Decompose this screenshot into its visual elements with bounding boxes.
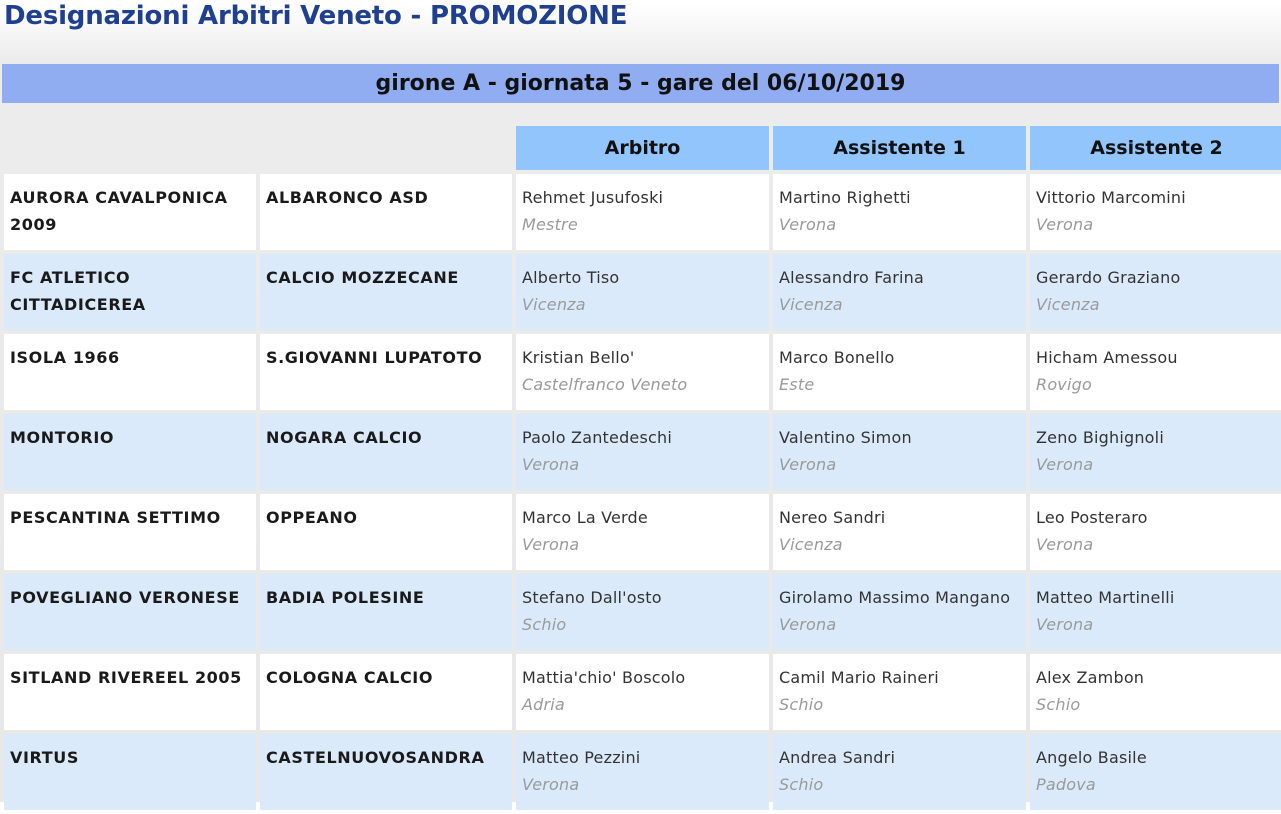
assistant-2-name: Alex Zambon	[1036, 668, 1145, 687]
referee-cell	[516, 654, 769, 730]
referee-cell	[516, 734, 769, 810]
assistant-2-cell	[1030, 494, 1281, 570]
header-assistente-1: Assistente 1	[773, 126, 1026, 170]
home-team: ISOLA 1966	[4, 334, 256, 410]
table-row	[4, 174, 1281, 250]
assistant-2-name: Zeno Bighignoli	[1036, 428, 1164, 447]
assistant-2-city: Padova	[1036, 775, 1096, 794]
assistant-2-cell	[1030, 574, 1281, 650]
assistant-1-cell	[773, 414, 1026, 490]
table-row	[4, 494, 1281, 570]
assistant-1-city: Verona	[779, 615, 837, 634]
assistant-1-name: Alessandro Farina	[779, 268, 925, 287]
referee-city: Verona	[522, 535, 580, 554]
referee-city: Castelfranco Veneto	[522, 375, 688, 394]
assistant-1-cell	[773, 174, 1026, 250]
assistant-2-name: Matteo Martinelli	[1036, 588, 1175, 607]
assistant-1-name: Andrea Sandri	[779, 748, 896, 767]
header-blank-home	[4, 126, 256, 170]
assistant-2-cell	[1030, 654, 1281, 730]
away-team: ALBARONCO ASD	[260, 174, 512, 250]
assistant-2-city: Schio	[1036, 695, 1081, 714]
table-row	[4, 574, 1281, 650]
assistant-1-name: Marco Bonello	[779, 348, 895, 367]
referee-name: Rehmet Jusufoski	[522, 188, 664, 207]
table-row	[4, 734, 1281, 810]
away-team: S.GIOVANNI LUPATOTO	[260, 334, 512, 410]
home-team: POVEGLIANO VERONESE	[4, 574, 256, 650]
assistant-2-name: Hicham Amessou	[1036, 348, 1178, 367]
away-team: BADIA POLESINE	[260, 574, 512, 650]
assistant-2-name: Vittorio Marcomini	[1036, 188, 1186, 207]
referee-name: Stefano Dall'osto	[522, 588, 662, 607]
away-team: CALCIO MOZZECANE	[260, 254, 512, 330]
home-team: VIRTUS	[4, 734, 256, 810]
referee-city: Verona	[522, 775, 580, 794]
girone-banner: girone A - giornata 5 - gare del 06/10/2019	[2, 64, 1279, 103]
away-team: OPPEANO	[260, 494, 512, 570]
header-arbitro: Arbitro	[516, 126, 769, 170]
assistant-1-name: Martino Righetti	[779, 188, 911, 207]
referee-name: Kristian Bello'	[522, 348, 635, 367]
assistant-2-cell	[1030, 174, 1281, 250]
referee-cell	[516, 414, 769, 490]
assistant-1-city: Schio	[779, 775, 824, 794]
referee-city: Schio	[522, 615, 567, 634]
assistant-2-name: Angelo Basile	[1036, 748, 1147, 767]
page-title: Designazioni Arbitri Veneto - PROMOZIONE	[4, 1, 628, 31]
table-row	[4, 414, 1281, 490]
assistant-2-city: Verona	[1036, 215, 1094, 234]
table-row	[4, 254, 1281, 330]
referee-cell	[516, 174, 769, 250]
home-team: PESCANTINA SETTIMO	[4, 494, 256, 570]
away-team: CASTELNUOVOSANDRA	[260, 734, 512, 810]
table-row	[4, 654, 1281, 730]
designations-table	[0, 122, 1281, 814]
assistant-1-city: Vicenza	[779, 535, 843, 554]
assistant-2-cell	[1030, 734, 1281, 810]
assistant-1-cell	[773, 654, 1026, 730]
assistant-2-cell	[1030, 254, 1281, 330]
assistant-1-name: Girolamo Massimo Mangano	[779, 588, 1011, 607]
referee-cell	[516, 254, 769, 330]
assistant-2-name: Leo Posteraro	[1036, 508, 1148, 527]
away-team: COLOGNA CALCIO	[260, 654, 512, 730]
assistant-2-city: Verona	[1036, 615, 1094, 634]
assistant-2-cell	[1030, 414, 1281, 490]
assistant-1-cell	[773, 494, 1026, 570]
assistant-2-city: Verona	[1036, 455, 1094, 474]
assistant-1-city: Verona	[779, 455, 837, 474]
assistant-2-city: Rovigo	[1036, 375, 1092, 394]
home-team: SITLAND RIVEREEL 2005	[4, 654, 256, 730]
home-team: FC ATLETICO CITTADICEREA	[4, 254, 256, 330]
assistant-2-name: Gerardo Graziano	[1036, 268, 1181, 287]
referee-city: Mestre	[522, 215, 578, 234]
away-team: NOGARA CALCIO	[260, 414, 512, 490]
header-assistente-2: Assistente 2	[1030, 126, 1281, 170]
referee-cell	[516, 334, 769, 410]
assistant-1-city: Verona	[779, 215, 837, 234]
referee-name: Paolo Zantedeschi	[522, 428, 672, 447]
assistant-1-city: Vicenza	[779, 295, 843, 314]
home-team: AURORA CAVALPONICA 2009	[4, 174, 256, 250]
assistant-1-city: Schio	[779, 695, 824, 714]
table-header-row	[4, 126, 1281, 170]
referee-cell	[516, 494, 769, 570]
referee-name: Mattia'chio' Boscolo	[522, 668, 686, 687]
assistant-2-cell	[1030, 334, 1281, 410]
assistant-1-name: Nereo Sandri	[779, 508, 886, 527]
referee-cell	[516, 574, 769, 650]
header-blank-away	[260, 126, 512, 170]
referee-name: Marco La Verde	[522, 508, 648, 527]
assistant-1-cell	[773, 574, 1026, 650]
referee-city: Adria	[522, 695, 565, 714]
assistant-1-cell	[773, 734, 1026, 810]
assistant-1-city: Este	[779, 375, 815, 394]
referee-name: Alberto Tiso	[522, 268, 620, 287]
referee-city: Verona	[522, 455, 580, 474]
table-row	[4, 334, 1281, 410]
assistant-2-city: Verona	[1036, 535, 1094, 554]
assistant-1-cell	[773, 254, 1026, 330]
assistant-1-cell	[773, 334, 1026, 410]
assistant-1-name: Valentino Simon	[779, 428, 912, 447]
referee-city: Vicenza	[522, 295, 586, 314]
referee-name: Matteo Pezzini	[522, 748, 641, 767]
assistant-2-city: Vicenza	[1036, 295, 1100, 314]
home-team: MONTORIO	[4, 414, 256, 490]
assistant-1-name: Camil Mario Raineri	[779, 668, 939, 687]
